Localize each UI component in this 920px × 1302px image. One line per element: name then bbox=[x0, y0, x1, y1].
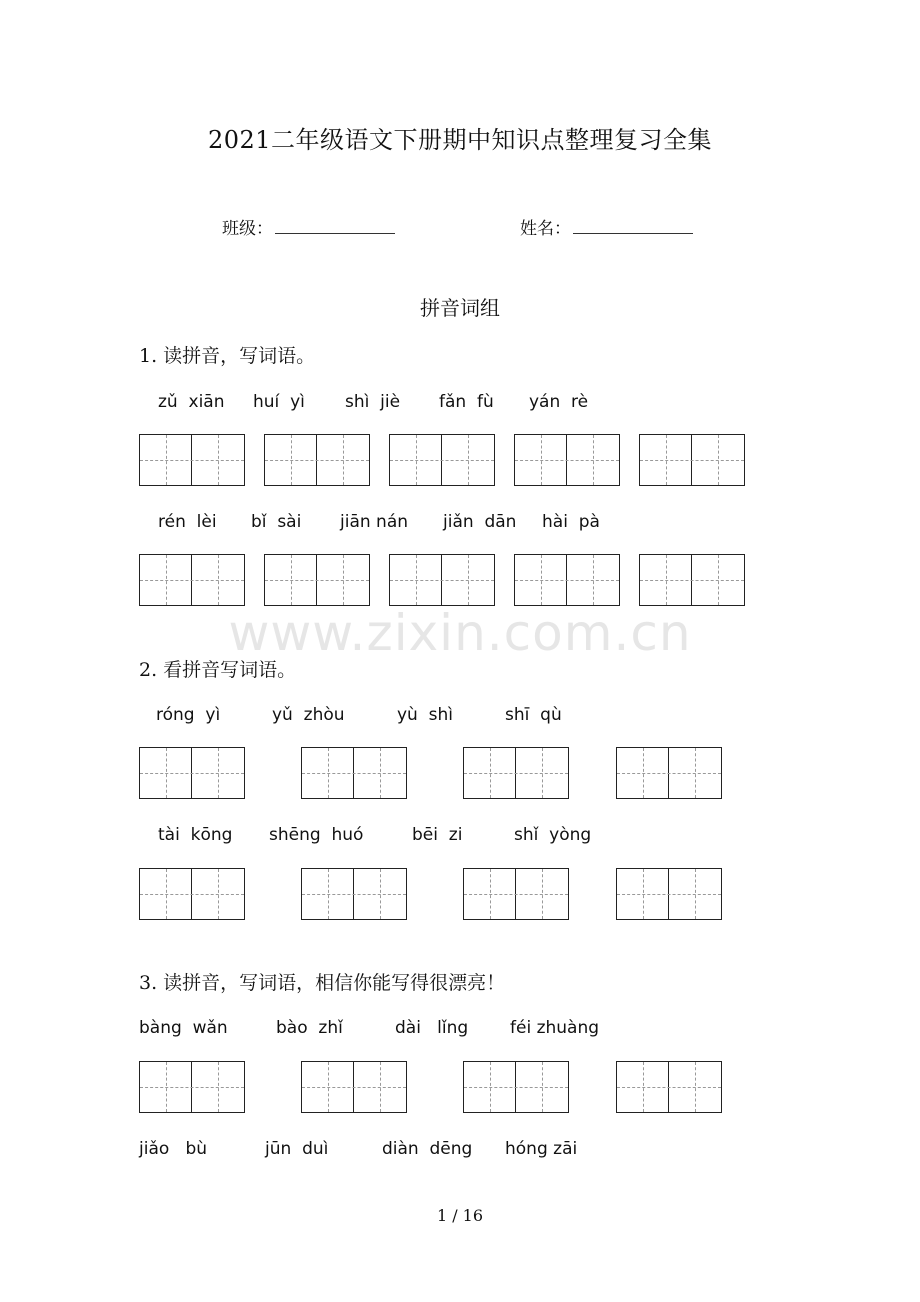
pinyin-item: jūn duì bbox=[265, 1139, 329, 1159]
pinyin-item: jiǎo bù bbox=[139, 1139, 208, 1159]
pinyin-item: yán rè bbox=[529, 392, 589, 412]
tianzige-writing-box[interactable] bbox=[301, 1061, 407, 1113]
tianzige-writing-box[interactable] bbox=[639, 554, 745, 606]
tianzige-writing-box[interactable] bbox=[139, 554, 245, 606]
tianzige-writing-box[interactable] bbox=[389, 434, 495, 486]
pinyin-item: huí yì bbox=[253, 392, 305, 412]
tianzige-writing-box[interactable] bbox=[139, 868, 245, 920]
pinyin-item: zǔ xiān bbox=[158, 392, 225, 412]
pinyin-item: róng yì bbox=[156, 705, 221, 725]
watermark: www.zixin.com.cn bbox=[228, 604, 692, 662]
pinyin-item: féi zhuàng bbox=[510, 1018, 600, 1038]
class-field bbox=[222, 214, 395, 239]
pinyin-item: bǐ sài bbox=[251, 512, 302, 532]
class-label: 班级： bbox=[222, 219, 273, 239]
pinyin-item: diàn dēng bbox=[382, 1139, 473, 1159]
tianzige-writing-box[interactable] bbox=[514, 434, 620, 486]
tianzige-writing-box[interactable] bbox=[639, 434, 745, 486]
tianzige-writing-box[interactable] bbox=[616, 747, 722, 799]
tianzige-writing-box[interactable] bbox=[389, 554, 495, 606]
tianzige-writing-box[interactable] bbox=[616, 868, 722, 920]
tianzige-writing-box[interactable] bbox=[514, 554, 620, 606]
pinyin-item: yù shì bbox=[397, 705, 453, 725]
section-heading: 拼音词组 bbox=[420, 296, 500, 320]
pinyin-item: tài kōng bbox=[158, 825, 233, 845]
page-number: 1 / 16 bbox=[436, 1206, 484, 1225]
pinyin-item: hóng zāi bbox=[505, 1139, 578, 1159]
pinyin-item: hài pà bbox=[542, 512, 600, 532]
tianzige-writing-box[interactable] bbox=[463, 1061, 569, 1113]
tianzige-writing-box[interactable] bbox=[139, 434, 245, 486]
tianzige-writing-box[interactable] bbox=[264, 434, 370, 486]
pinyin-item: jiǎn dān bbox=[443, 512, 517, 532]
pinyin-item: bào zhǐ bbox=[276, 1018, 343, 1038]
pinyin-item: shī qù bbox=[505, 705, 562, 725]
pinyin-item: jiān nán bbox=[340, 512, 409, 532]
pinyin-item: fǎn fù bbox=[439, 392, 494, 412]
page-title: 2021二年级语文下册期中知识点整理复习全集 bbox=[207, 126, 713, 154]
tianzige-writing-box[interactable] bbox=[139, 747, 245, 799]
question-2-heading: 2. 看拼音写词语。 bbox=[139, 659, 297, 681]
name-blank[interactable] bbox=[573, 219, 693, 234]
tianzige-writing-box[interactable] bbox=[264, 554, 370, 606]
tianzige-writing-box[interactable] bbox=[139, 1061, 245, 1113]
name-field bbox=[520, 214, 693, 239]
pinyin-item: shēng huó bbox=[269, 825, 364, 845]
tianzige-writing-box[interactable] bbox=[616, 1061, 722, 1113]
pinyin-item: bēi zi bbox=[412, 825, 463, 845]
name-label: 姓名： bbox=[520, 219, 571, 239]
question-3-heading: 3. 读拼音，写词语，相信你能写得很漂亮！ bbox=[139, 972, 506, 994]
pinyin-item: dài lǐng bbox=[395, 1018, 469, 1038]
tianzige-writing-box[interactable] bbox=[301, 868, 407, 920]
pinyin-item: yǔ zhòu bbox=[272, 705, 345, 725]
pinyin-item: shǐ yòng bbox=[514, 825, 592, 845]
tianzige-writing-box[interactable] bbox=[463, 747, 569, 799]
question-1-heading: 1. 读拼音，写词语。 bbox=[139, 345, 316, 367]
pinyin-item: rén lèi bbox=[158, 512, 217, 532]
class-blank[interactable] bbox=[275, 219, 395, 234]
pinyin-item: bàng wǎn bbox=[139, 1018, 228, 1038]
pinyin-item: shì jiè bbox=[345, 392, 401, 412]
tianzige-writing-box[interactable] bbox=[301, 747, 407, 799]
tianzige-writing-box[interactable] bbox=[463, 868, 569, 920]
